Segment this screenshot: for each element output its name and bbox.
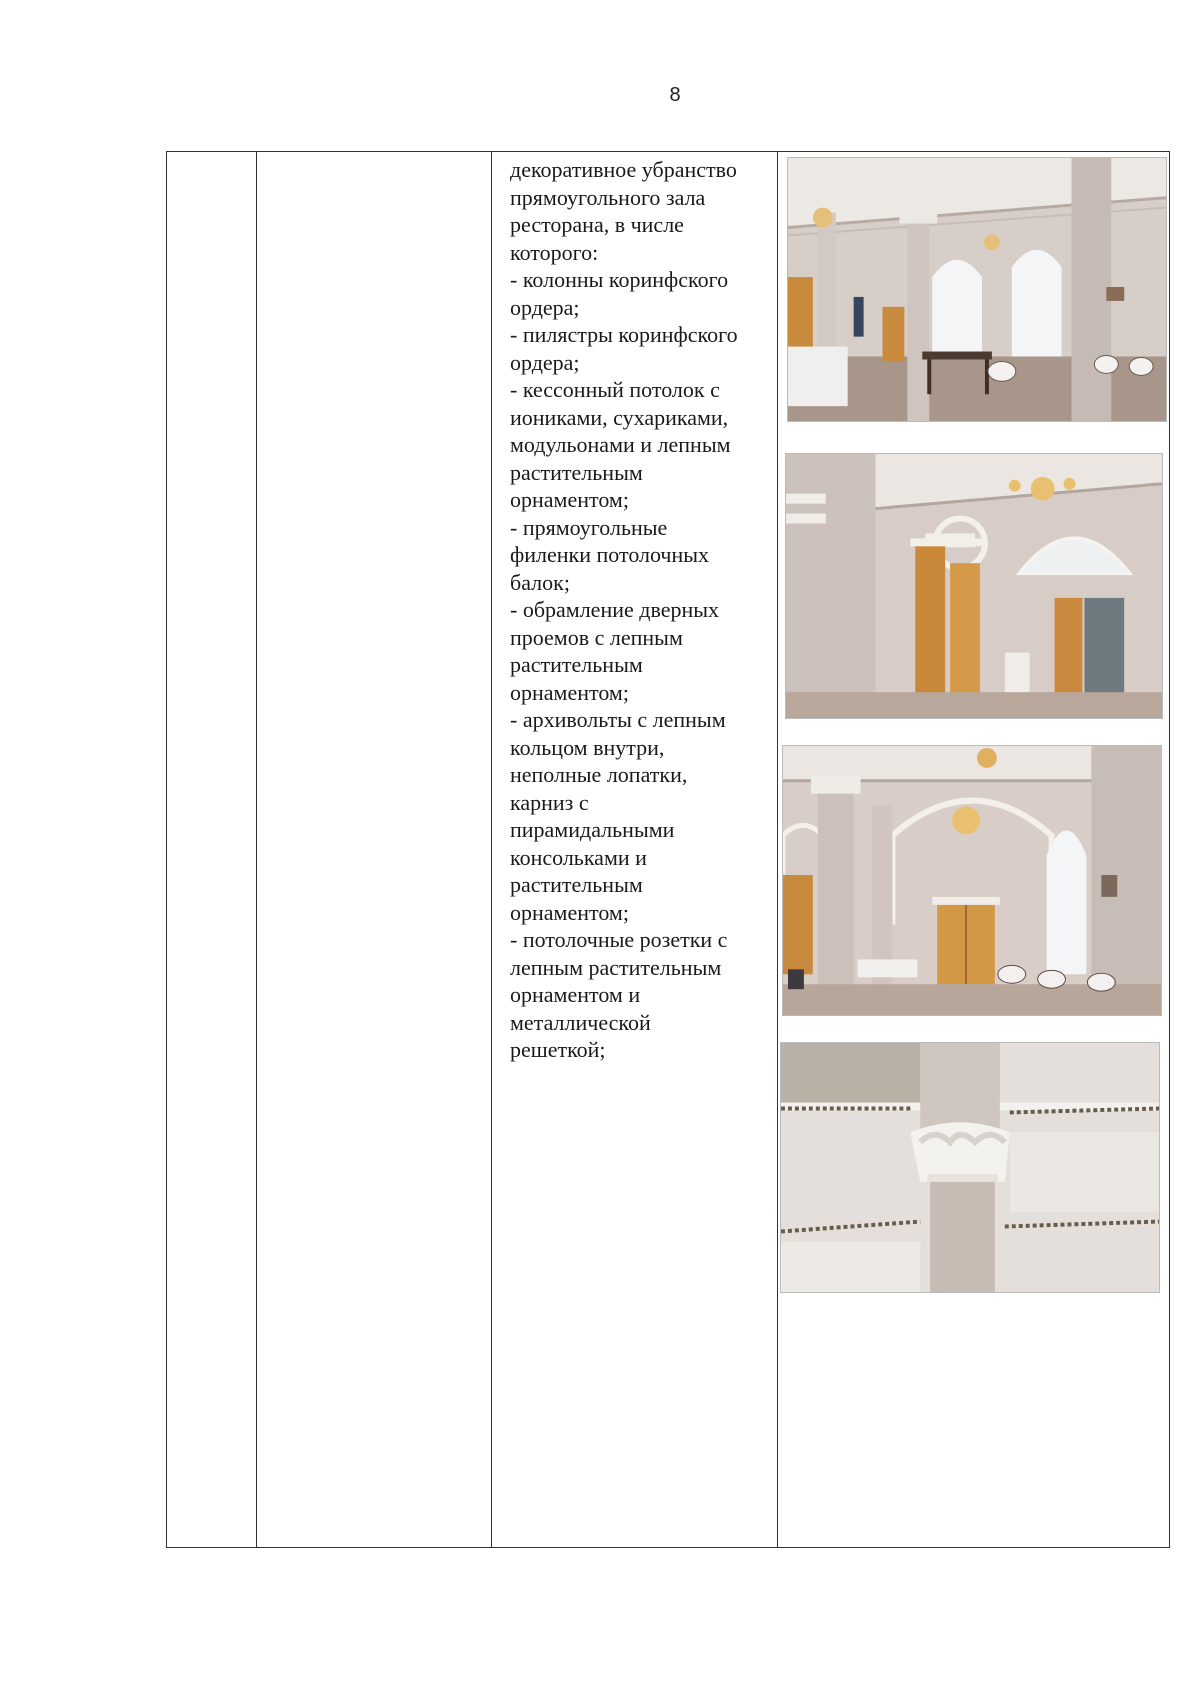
description-line: ресторана, в числе (510, 212, 684, 237)
photo-column-capital (780, 1042, 1160, 1293)
description-line: - обрамление дверных (510, 597, 720, 622)
description-line: декоративное убранство (510, 157, 737, 182)
description-line: кольцом внутри, (510, 734, 665, 760)
description-text (510, 156, 780, 1064)
description-line: ордера; (510, 349, 580, 375)
description-line: орнаментом; (510, 487, 629, 512)
photo-hall-columns (787, 157, 1167, 422)
description-line: иониками, сухариками, (510, 404, 729, 430)
description-line: пирамидальными (510, 817, 675, 842)
description-line: - колонны коринфского (510, 267, 729, 292)
description-line: балок; (510, 569, 570, 595)
table-column-divider-2 (491, 152, 492, 1547)
description-line: - потолочные розетки с (510, 927, 728, 952)
description-line: - кессонный потолок с (510, 377, 720, 402)
description-line: орнаментом; (510, 899, 629, 925)
description-line: орнаментом и (510, 982, 641, 1007)
photo-hall-chandelier (782, 745, 1162, 1016)
table-column-divider-1 (256, 152, 257, 1547)
description-line: металлической (510, 1009, 651, 1035)
description-line: консольками и (510, 844, 647, 870)
description-line: прямоугольного зала (510, 184, 706, 210)
description-line: - архивольты с лепным (510, 707, 726, 732)
description-line: проемов с лепным (510, 624, 683, 650)
description-line: ордера; (510, 294, 580, 320)
description-line: орнаментом; (510, 679, 629, 705)
description-line: карниз с (510, 789, 589, 815)
description-line: - пилястры коринфского (510, 322, 738, 347)
description-line: неполные лопатки, (510, 762, 688, 787)
description-line: - прямоугольные (510, 514, 668, 540)
description-line: решеткой; (510, 1037, 606, 1062)
description-line: растительным (510, 652, 643, 677)
description-line: которого: (510, 239, 599, 265)
description-line: модульонами и лепным (510, 432, 731, 457)
description-line: растительным (510, 872, 643, 897)
description-line: растительным (510, 459, 643, 485)
page-number: 8 (669, 84, 681, 106)
description-line: филенки потолочных (510, 542, 710, 567)
photo-doors-lunette (785, 453, 1163, 719)
description-line: лепным растительным (510, 954, 722, 980)
